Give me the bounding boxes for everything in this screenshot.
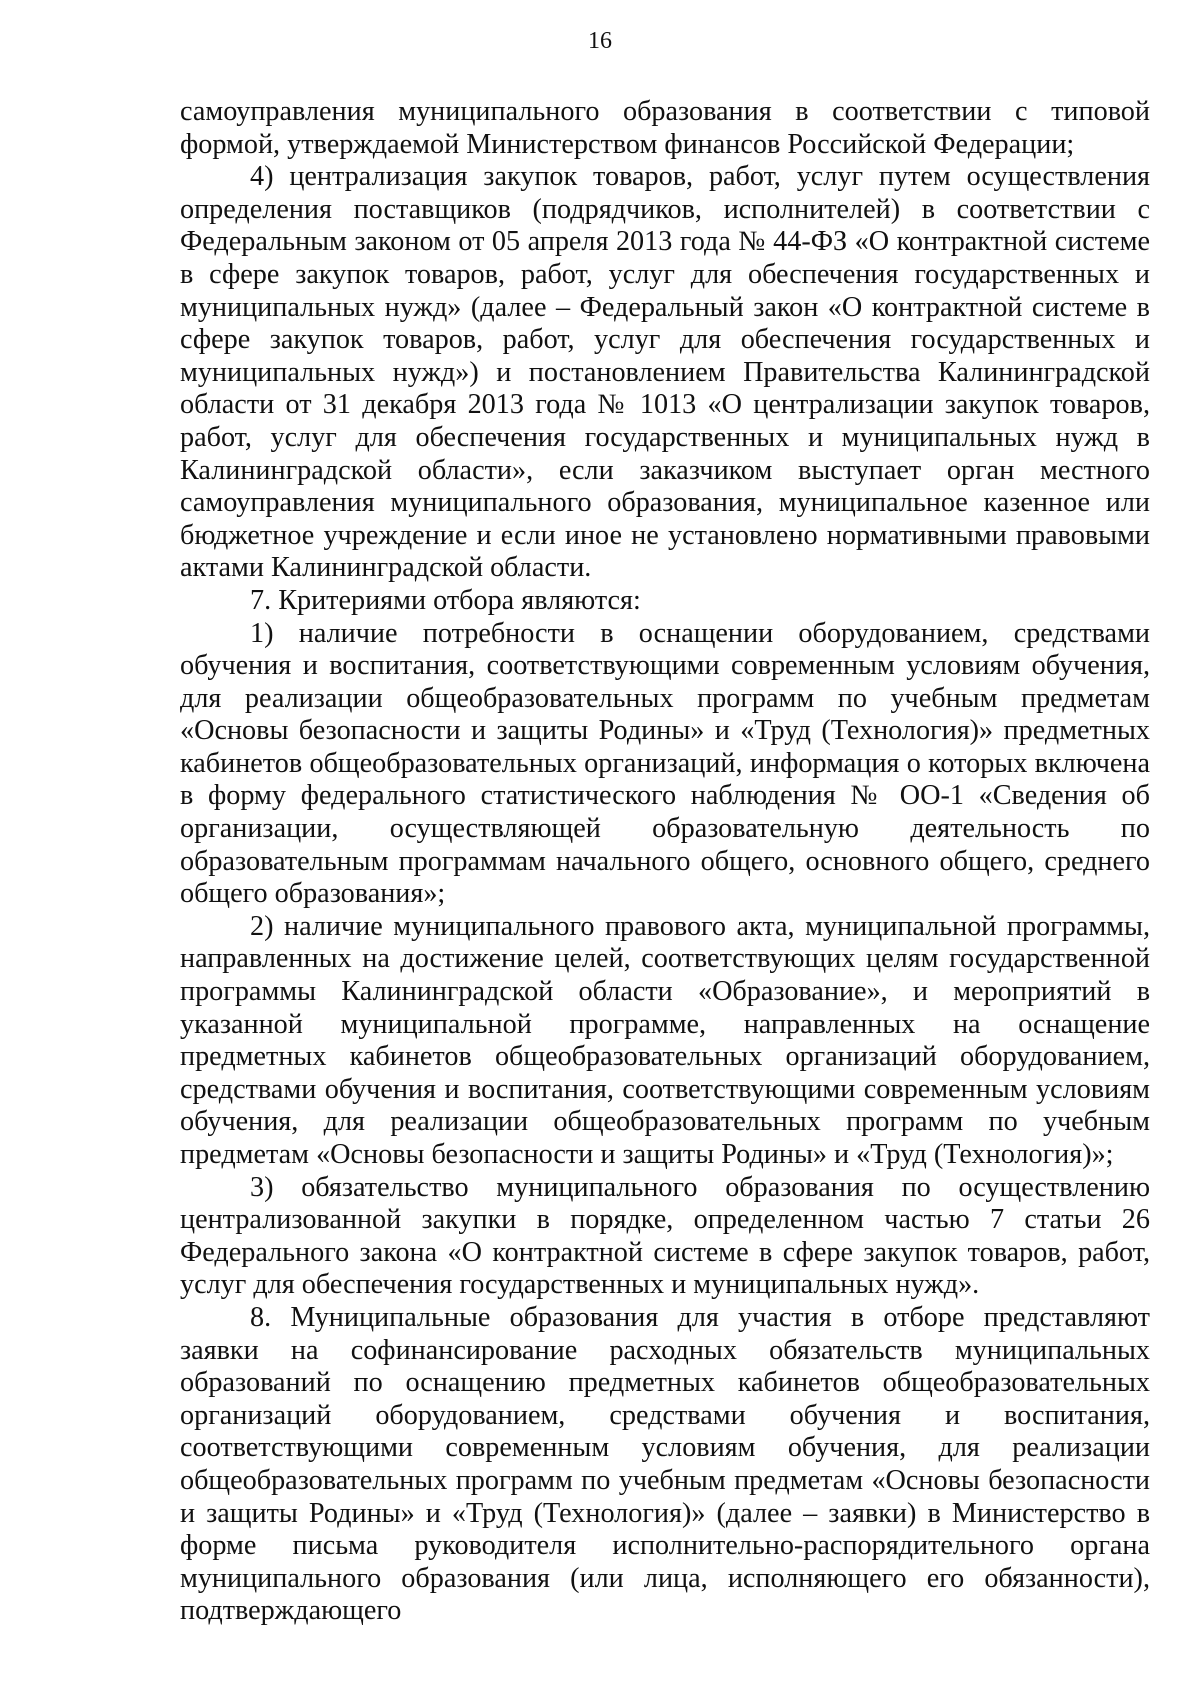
paragraph-item-4: 4) централизация закупок товаров, работ, услуг путем осуществления определения поставщиков (подрядчиков, исполнителей) в соответствии с Федеральным законом от 05 апреля 2013 года № 44-ФЗ «О контрактной системе в сфере закупок товаров, работ, услуг для обеспечения государственных и муниципальных нужд» (далее – Федеральный закон «О контрактной системе в сфере закупок товаров, работ, услуг для обеспечения государственных и муниципальных нужд») и постановлением Правительства Калининградской области от 31 декабря 2013 года № 1013 «О централизации закупок товаров, работ, услуг для обеспечения государственных и муниципальных нужд в Калининградской области», если заказчиком выступает орган местного самоуправления муниципального образования, муниципальное казенное или бюджетное учреждение и если иное не установлено нормативными правовыми актами Калининградской области. — [180, 161, 1150, 584]
paragraph-section-7: 7. Критериями отбора являются: — [250, 584, 641, 616]
paragraph-criterion-1: 1) наличие потребности в оснащении оборудованием, средствами обучения и воспитания, соответствующими современным условиям обучения, для реализации общеобразовательных программ по учебным предметам «Основы безопасности и защиты Родины» и «Труд (Технология)» предметных кабинетов общеобразовательных организаций, информация о которых включена в форму федерального статистического наблюдения № ОО-1 «Сведения об организации, осуществляющей образовательную деятельность по образовательным программам начального общего, основного общего, среднего общего образования»; — [180, 617, 1150, 910]
paragraph-criterion-3: 3) обязательство муниципального образования по осуществлению централизованной закупки в порядке, определенном частью 7 статьи 26 Федерального закона «О контрактной системе в сфере закупок товаров, работ, услуг для обеспечения государственных и муниципальных нужд». — [180, 1171, 1150, 1301]
paragraph-criterion-2: 2) наличие муниципального правового акта, муниципальной программы, направленных на достижение целей, соответствующих целям государственной программы Калининградской области «Образование», и мероприятий в указанной муниципальной программе, направленных на оснащение предметных кабинетов общеобразовательных организаций оборудованием, средствами обучения и воспитания, соответствующими современным условиям обучения, для реализации общеобразовательных программ по учебным предметам «Основы безопасности и защиты Родины» и «Труд (Технология)»; — [180, 910, 1150, 1170]
document-body — [180, 96, 1150, 1628]
paragraph-continuation: самоуправления муниципального образования в соответствии с типовой формой, утверждаемой Министерством финансов Российской Федерации; — [180, 96, 1150, 160]
page-number: 16 — [588, 28, 612, 54]
paragraph-section-8: 8. Муниципальные образования для участия в отборе представляют заявки на софинансирование расходных обязательств муниципальных образований по оснащению предметных кабинетов общеобразовательных организаций оборудованием, средствами обучения и воспитания, соответствующими современным условиям обучения, для реализации общеобразовательных программ по учебным предметам «Основы безопасности и защиты Родины» и «Труд (Технология)» (далее – заявки) в Министерство в форме письма руководителя исполнительно-распорядительного органа муниципального образования (или лица, исполняющего его обязанности), подтверждающего — [180, 1301, 1150, 1627]
